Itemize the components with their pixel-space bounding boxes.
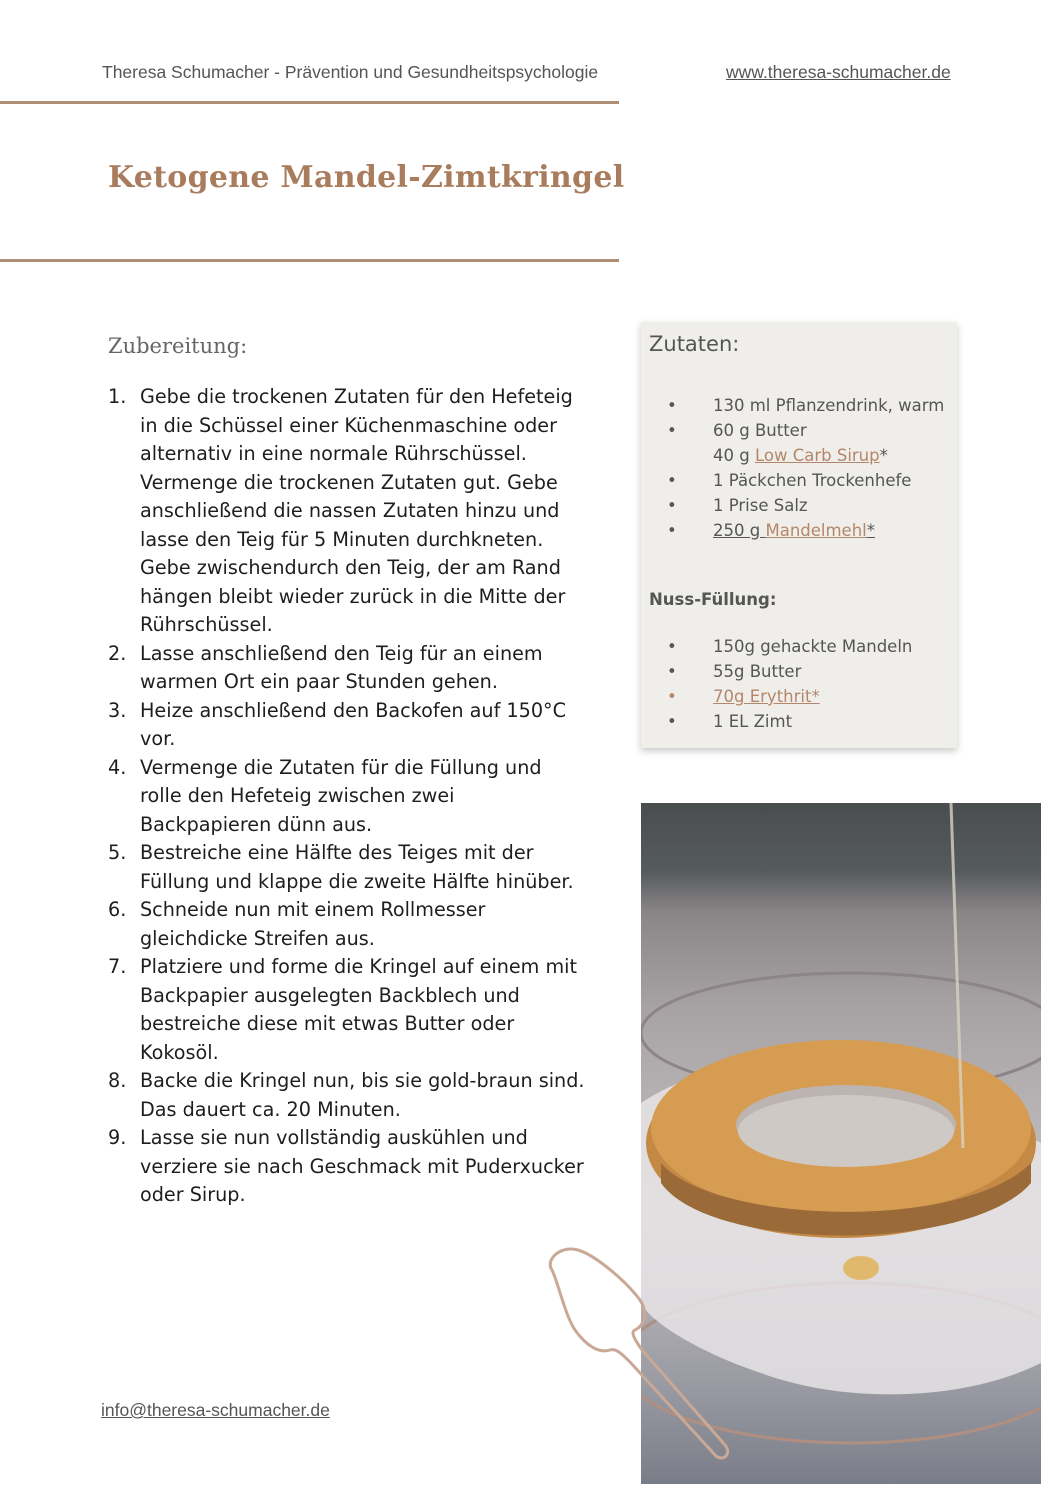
mandelmehl-link[interactable]: Mandelmehl: [765, 521, 867, 540]
step-item: [104, 754, 588, 840]
step-number: 1.: [108, 385, 127, 408]
step-item: [104, 1124, 588, 1210]
step-item: [104, 1067, 588, 1124]
step-item: [104, 839, 588, 896]
step-item: [104, 640, 588, 697]
step-number: 5.: [108, 841, 127, 864]
ingredient-item: • 1 Päckchen Trockenhefe: [641, 468, 957, 493]
ingredient-item: • 60 g Butter 40 g Low Carb Sirup*: [641, 418, 957, 468]
ingredients-list: [641, 393, 957, 543]
header-website-link[interactable]: www.theresa-schumacher.de: [726, 62, 951, 82]
filling-item: • 150g gehackte Mandeln: [641, 634, 957, 659]
step-text: Heize anschließend den Backofen auf 150°C vor.: [140, 698, 567, 750]
bullet-icon: •: [667, 496, 677, 515]
preparation-steps: [104, 383, 588, 1210]
ingredients-heading: Zutaten:: [649, 332, 740, 356]
ingredient-item: • 250 g Mandelmehl*: [641, 518, 957, 543]
step-number: 3.: [108, 698, 127, 722]
preparation-heading: Zubereitung:: [108, 334, 248, 358]
bullet-icon: •: [667, 662, 677, 681]
bullet-icon: •: [667, 471, 677, 490]
ingredients-card: [641, 322, 957, 748]
bullet-icon: •: [667, 687, 677, 706]
step-number: 8.: [108, 1069, 127, 1092]
filling-heading: Nuss-Füllung:: [649, 590, 777, 609]
ingredient-item: • 130 ml Pflanzendrink, warm: [641, 393, 957, 418]
step-item: [104, 953, 588, 1067]
bullet-icon: •: [667, 637, 677, 656]
filling-list: [641, 634, 957, 734]
filling-item: • 1 EL Zimt: [641, 709, 957, 734]
step-text: Platziere und forme die Kringel auf einem mit Backpapier ausgelegten Backblech und bestreiche diese mit etwas Butter oder Kokosöl.: [140, 955, 578, 1064]
bullet-icon: •: [667, 712, 677, 731]
step-number: 9.: [108, 1126, 127, 1149]
step-text: Lasse anschließend den Teig für an einem warmen Ort ein paar Stunden gehen.: [140, 641, 543, 693]
recipe-title: Ketogene Mandel-Zimtkringel: [108, 160, 625, 195]
step-item: [104, 697, 588, 754]
header-divider: [0, 101, 619, 104]
bullet-icon: •: [667, 396, 677, 415]
step-text: Lasse sie nun vollständig auskühlen und verziere sie nach Geschmack mit Puderxucker oder Sirup.: [140, 1126, 584, 1206]
step-text: Gebe die trockenen Zutaten für den Hefeteig in die Schüssel einer Küchenmaschine oder alternativ in eine normale Rührschüssel. Vermenge die trockenen Zutaten gut. Gebe anschließend die nassen Zutaten hinzu und lasse den Teig für 5 Minuten durchkneten. Gebe zwischendurch den Teig, der am Rand hängen bleibt wieder zurück in die Mitte der Rührschüssel.: [140, 385, 573, 636]
step-text: Vermenge die Zutaten für die Füllung und rolle den Hefeteig zwischen zwei Backpapieren dünn aus.: [140, 755, 542, 836]
spatula-icon: [540, 1240, 740, 1470]
low-carb-sirup-link[interactable]: Low Carb Sirup: [754, 446, 880, 465]
ingredient-item: • 1 Prise Salz: [641, 493, 957, 518]
header-author: Theresa Schumacher - Prävention und Gesundheitspsychologie: [102, 62, 599, 82]
filling-item: [641, 684, 957, 709]
erythrit-link[interactable]: 70g Erythrit*: [713, 687, 820, 706]
footer-email-link[interactable]: info@theresa-schumacher.de: [101, 1400, 330, 1420]
title-divider: [0, 259, 619, 262]
bullet-icon: •: [667, 521, 677, 540]
step-number: 7.: [108, 955, 127, 978]
step-item: [104, 383, 588, 640]
step-number: 2.: [108, 641, 127, 665]
step-text: Backe die Kringel nun, bis sie gold-braun sind. Das dauert ca. 20 Minuten.: [140, 1069, 585, 1121]
step-number: 6.: [108, 898, 127, 921]
filling-item: • 55g Butter: [641, 659, 957, 684]
step-text: Bestreiche eine Hälfte des Teiges mit der Füllung und klappe die zweite Hälfte hinüber.: [140, 841, 574, 893]
step-number: 4.: [108, 755, 127, 779]
step-item: [104, 896, 588, 953]
step-text: Schneide nun mit einem Rollmesser gleichdicke Streifen aus.: [140, 898, 486, 950]
bullet-icon: •: [667, 421, 677, 440]
